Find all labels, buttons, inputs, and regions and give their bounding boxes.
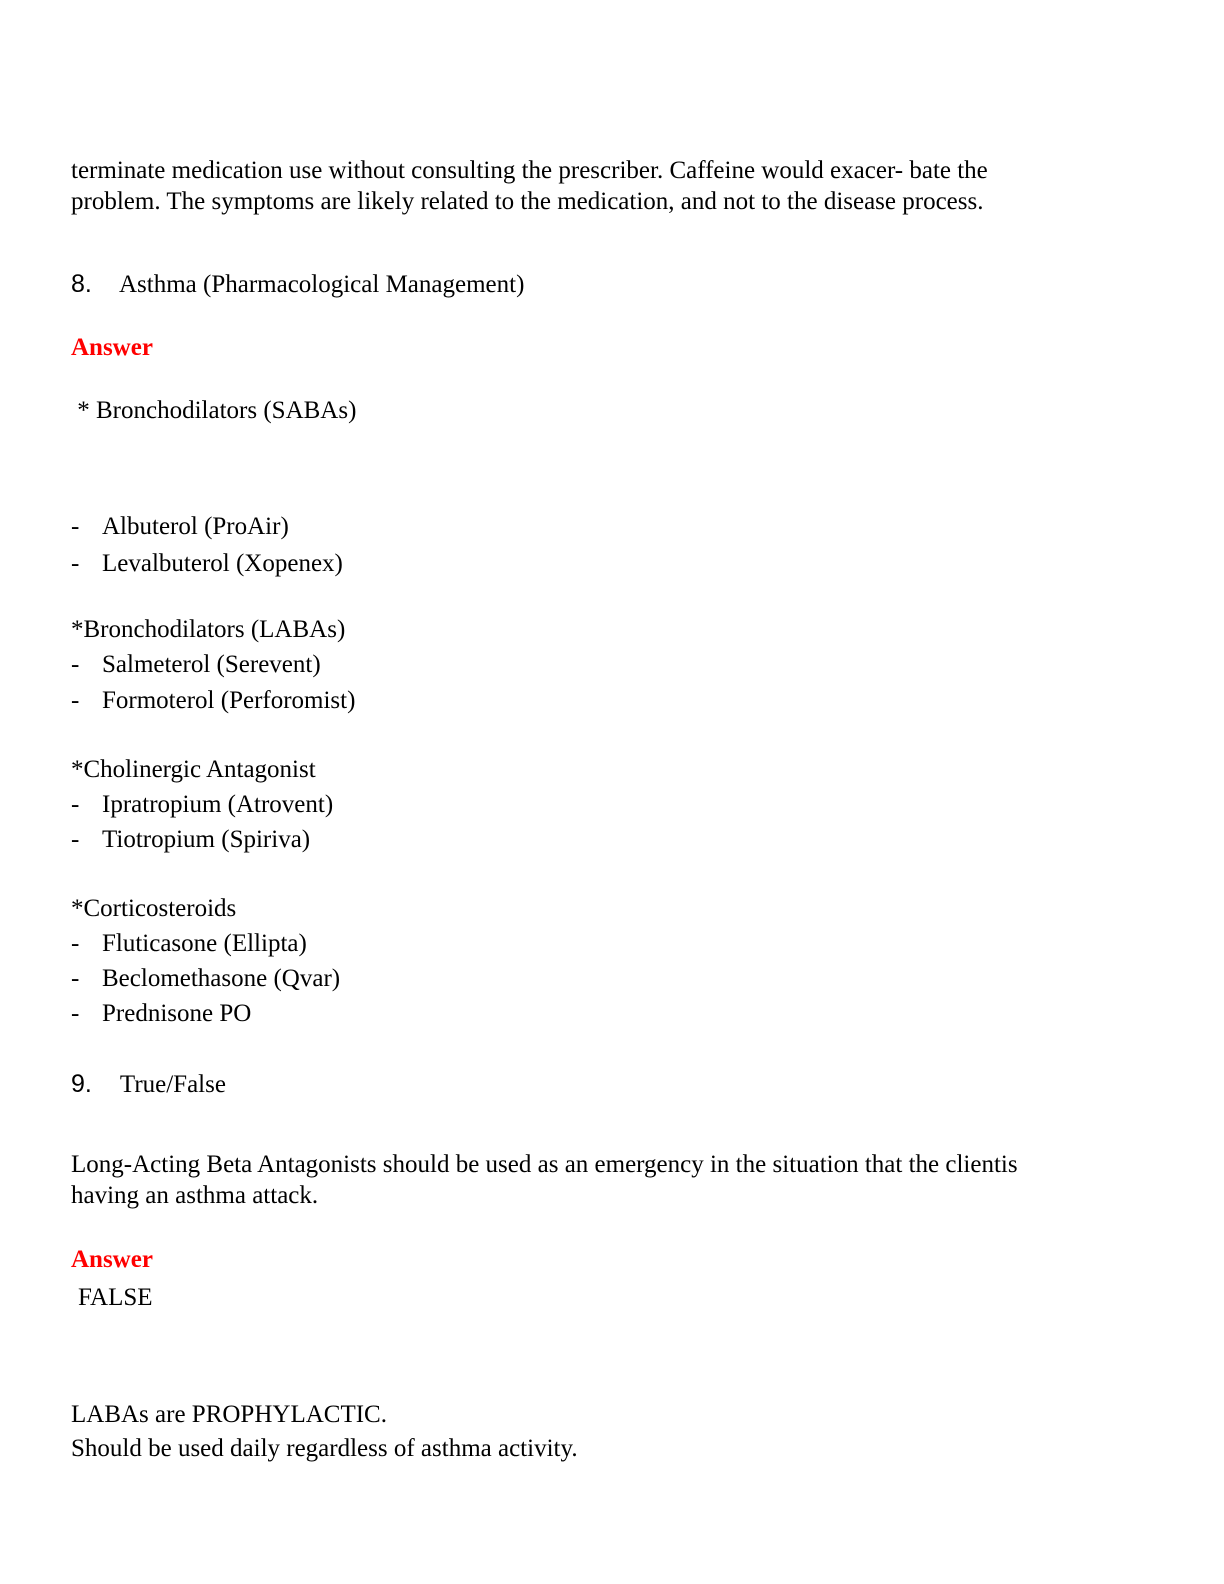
question-8-title: Asthma (Pharmacological Management) xyxy=(118,271,525,298)
list-item: Levalbuterol (Xopenex) xyxy=(102,550,343,577)
list-item: Ipratropium (Atrovent) xyxy=(102,791,334,818)
question-9-statement-line-2: having an asthma attack. xyxy=(71,1182,319,1209)
intro-line-1: terminate medication use without consulting the prescriber. Caffeine would exacer- bate the xyxy=(71,157,988,184)
list-dash: - xyxy=(71,687,80,714)
question-9-answer-value: FALSE xyxy=(78,1284,153,1311)
list-item: Tiotropium (Spiriva) xyxy=(102,826,311,853)
intro-line-2: problem. The symptoms are likely related to the medication, and not to the disease process. xyxy=(71,188,984,215)
question-9-number: 9. xyxy=(71,1070,92,1098)
question-9-explanation-line-1: LABAs are PROPHYLACTIC. xyxy=(71,1401,387,1428)
question-8-answer-label: Answer xyxy=(71,334,153,361)
group-saba-heading: * Bronchodilators (SABAs) xyxy=(71,397,357,424)
list-item: Prednisone PO xyxy=(102,1000,252,1027)
question-9-statement-line-1: Long-Acting Beta Antagonists should be used as an emergency in the situation that the clientis xyxy=(71,1151,1018,1178)
group-corticosteroids-heading: *Corticosteroids xyxy=(71,895,237,922)
list-dash: - xyxy=(71,651,80,678)
list-item: Beclomethasone (Qvar) xyxy=(102,965,341,992)
question-8-number: 8. xyxy=(71,270,92,298)
question-9-answer-label: Answer xyxy=(71,1246,153,1273)
list-dash: - xyxy=(71,930,80,957)
list-item: Fluticasone (Ellipta) xyxy=(102,930,307,957)
list-dash: - xyxy=(71,965,80,992)
question-9-heading xyxy=(71,1069,226,1100)
question-9-title: True/False xyxy=(119,1071,226,1098)
list-dash: - xyxy=(71,826,80,853)
question-8-heading xyxy=(71,269,524,300)
list-dash: - xyxy=(71,791,80,818)
group-cholinergic-heading: *Cholinergic Antagonist xyxy=(71,756,316,783)
list-dash: - xyxy=(71,513,80,540)
group-laba-heading: *Bronchodilators (LABAs) xyxy=(71,616,346,643)
list-item: Salmeterol (Serevent) xyxy=(102,651,321,678)
question-9-explanation-line-2: Should be used daily regardless of asthma activity. xyxy=(71,1435,578,1462)
list-item: Formoterol (Perforomist) xyxy=(102,687,356,714)
list-dash: - xyxy=(71,550,80,577)
list-dash: - xyxy=(71,1000,80,1027)
list-item: Albuterol (ProAir) xyxy=(102,513,289,540)
